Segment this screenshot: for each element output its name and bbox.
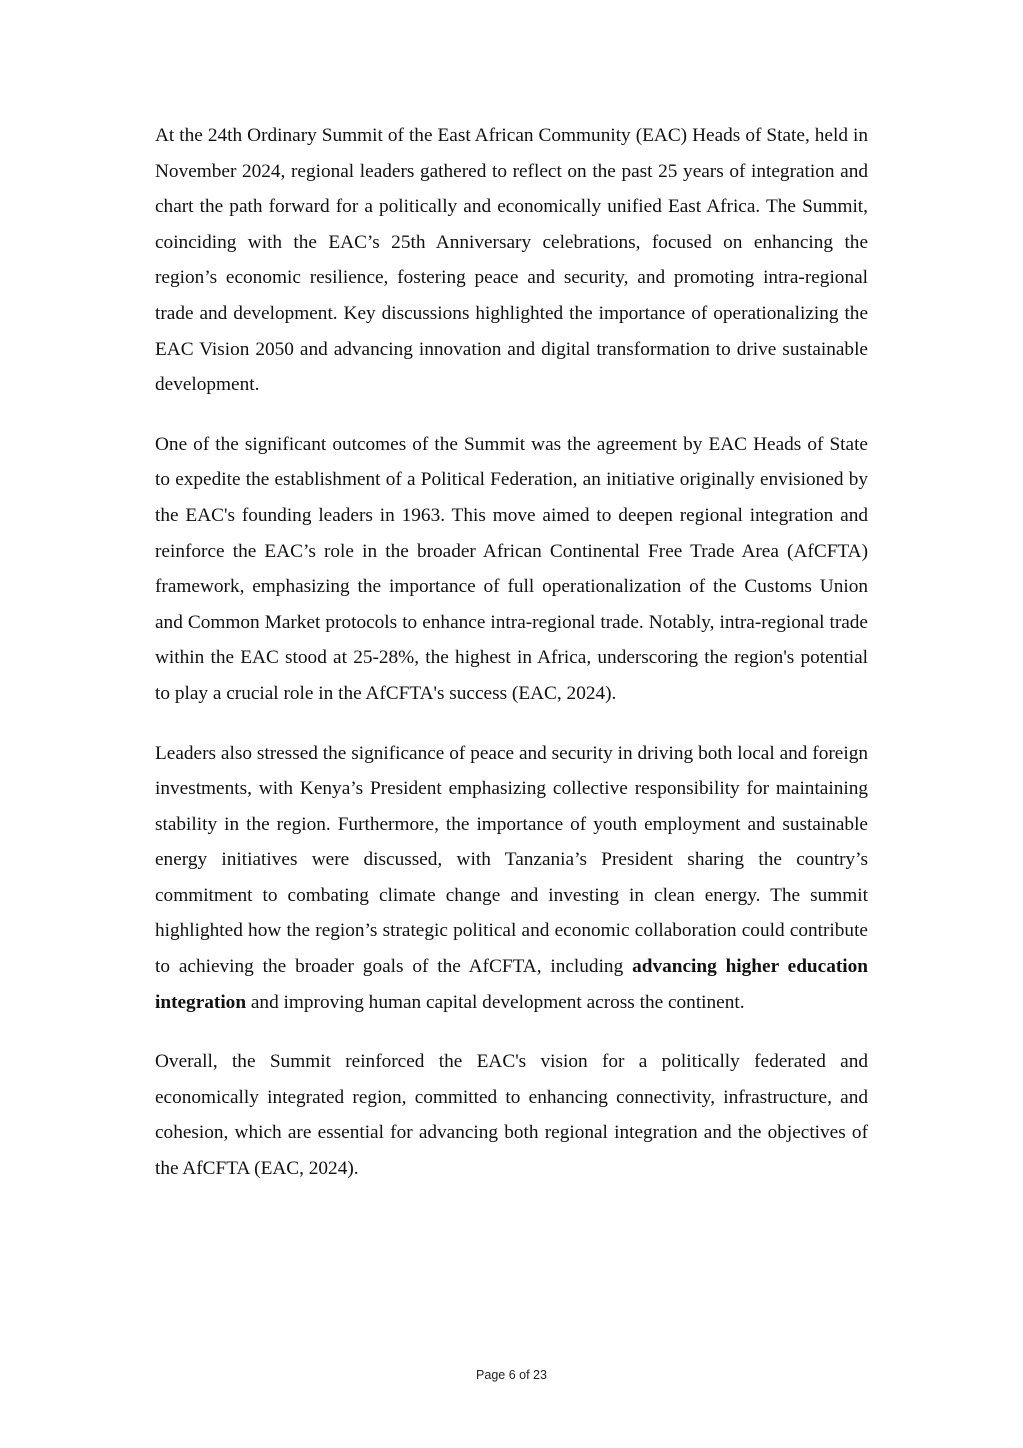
body-text (155, 118, 868, 1211)
paragraph-text-segment: and improving human capital development across the continent. (246, 991, 745, 1013)
paragraph-political-federation: One of the significant outcomes of the Summit was the agreement by EAC Heads of State to expedite the establishment of a Political Federation, an initiative originally envisioned by the EAC's founding leaders in 1963. This move aimed to deepen regional integration and reinforce the EAC’s role in the broader African Continental Free Trade Area (AfCFTA) framework, emphasizing the importance of full operationalization of the Customs Union and Common Market protocols to enhance intra-regional trade. Notably, intra-regional trade within the EAC stood at 25-28%, the highest in Africa, underscoring the region's potential to play a crucial role in the AfCFTA's success (EAC, 2024). (155, 433, 868, 704)
paragraph-summit-overview: At the 24th Ordinary Summit of the East African Community (EAC) Heads of State, held in November 2024, regional leaders gathered to reflect on the past 25 years of integration and chart the path forward for a politically and economically unified East Africa. The Summit, coinciding with the EAC’s 25th Anniversary celebrations, focused on enhancing the region’s economic resilience, fostering peace and security, and promoting intra-regional trade and development. Key discussions highlighted the importance of operationalizing the EAC Vision 2050 and advancing innovation and digital transformation to drive sustainable development. (155, 125, 868, 396)
paragraph-conclusion: Overall, the Summit reinforced the EAC's vision for a politically federated and economically integrated region, committed to enhancing connectivity, infrastructure, and cohesion, which are essential for advancing both regional integration and the objectives of the AfCFTA (EAC, 2024). (155, 1051, 868, 1180)
bold-phrase-higher-education: advancing higher education integration (155, 956, 868, 1013)
paragraph-peace-and-security (155, 736, 868, 1021)
paragraph-text-segment: Leaders also stressed the significance of peace and security in driving both local and foreign investments, with Kenya’s President emphasizing collective responsibility for maintaining stability in the region. Furthermore, the importance of youth employment and sustainable energy initiatives were discussed, with Tanzania’s President sharing the country’s commitment to combating climate change and investing in clean energy. The summit highlighted how the region’s strategic political and economic collaboration could contribute to achieving the broader goals of the AfCFTA, including (155, 742, 868, 978)
page-number-footer: Page 6 of 23 (476, 1368, 547, 1382)
